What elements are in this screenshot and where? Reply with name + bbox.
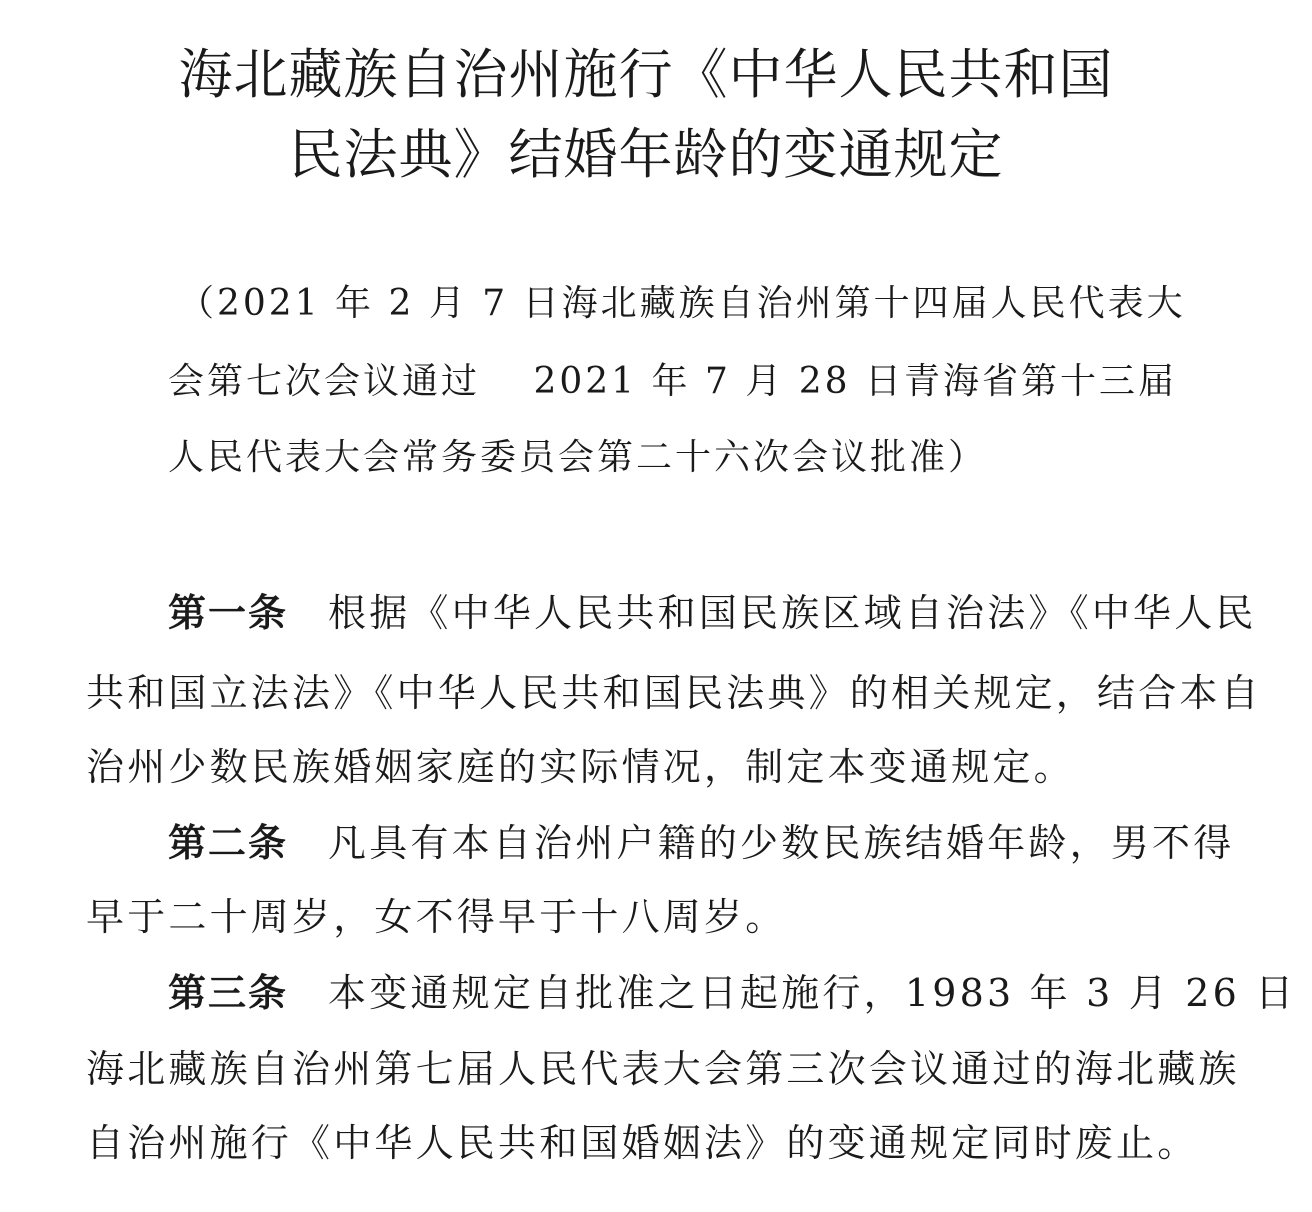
- adoption-note-line-2: 会第七次会议通过 2021 年 7 月 28 日青海省第十三届: [168, 361, 1177, 402]
- article-3-line-3: 自治州施行《中华人民共和国婚姻法》的变通规定同时废止。: [86, 1121, 1199, 1165]
- adoption-note-line-1: （2021 年 2 月 7 日海北藏族自治州第十四届人民代表大: [178, 283, 1186, 324]
- article-1-label: 第一条: [168, 591, 289, 635]
- article-3-text-1: 本变通规定自批准之日起施行，1983 年 3 月 26 日: [328, 971, 1297, 1015]
- article-3-line-2: 海北藏族自治州第七届人民代表大会第三次会议通过的海北藏族: [86, 1047, 1240, 1091]
- article-2-text-1: 凡具有本自治州户籍的少数民族结婚年龄，男不得: [328, 821, 1235, 865]
- document-title-line-2: 民法典》结婚年龄的变通规定: [288, 123, 1004, 186]
- article-2-label: 第二条: [168, 821, 289, 865]
- article-3-line-1: [168, 971, 1297, 1015]
- article-3-label: 第三条: [168, 971, 289, 1015]
- article-2-line-2: 早于二十周岁，女不得早于十八周岁。: [86, 895, 787, 939]
- article-1-line-3: 治州少数民族婚姻家庭的实际情况，制定本变通规定。: [86, 745, 1075, 789]
- document-title-line-1: 海北藏族自治州施行《中华人民共和国: [178, 43, 1114, 106]
- article-1-line-2: 共和国立法法》《中华人民共和国民法典》的相关规定，结合本自: [86, 671, 1262, 715]
- article-1-text-1: 根据《中华人民共和国民族区域自治法》《中华人民: [328, 591, 1257, 635]
- adoption-note-line-3: 人民代表大会常务委员会第二十六次会议批准）: [168, 437, 988, 478]
- article-2-line-1: [168, 821, 1235, 865]
- article-1-line-1: [168, 591, 1257, 635]
